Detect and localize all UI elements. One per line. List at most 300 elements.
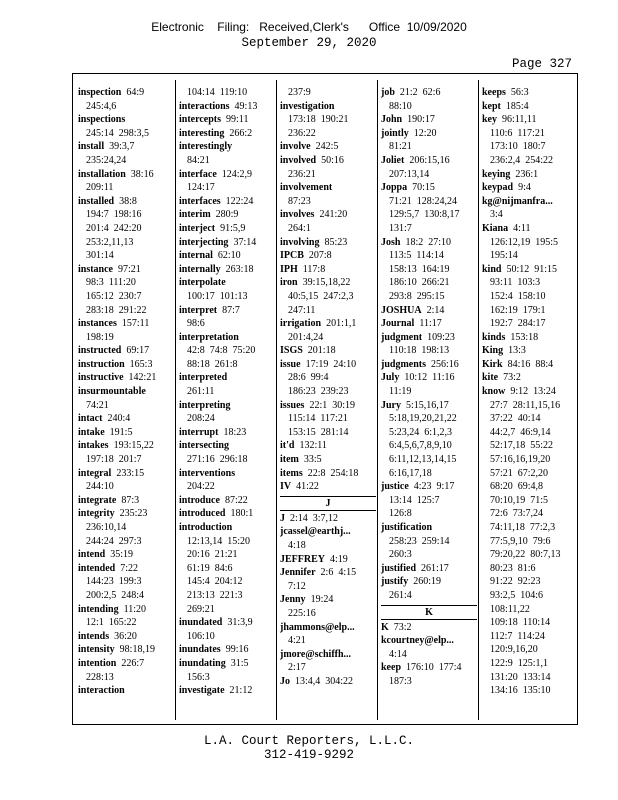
- index-entry: [78, 426, 174, 440]
- page-line-refs: 77:5,9,10 79:6: [490, 535, 551, 547]
- index-term: integrity: [78, 508, 115, 520]
- index-term: interpreted: [179, 372, 228, 384]
- page-line-refs: 57:21 67:2,20: [490, 467, 549, 479]
- page-line-refs: 100:17 101:13: [187, 290, 248, 302]
- page-line-refs: 96:11,11: [502, 114, 537, 126]
- page-line-refs: 186:23 239:23: [288, 386, 349, 398]
- page-line-refs: 134:16 135:10: [490, 685, 551, 697]
- index-term: inundating: [179, 657, 226, 669]
- page-line-refs: 69:17: [126, 345, 150, 357]
- index-entry: [482, 344, 578, 358]
- page-line-refs: 165:12 230:7: [86, 290, 142, 302]
- index-entry: [482, 371, 578, 385]
- index-entry: [179, 208, 275, 222]
- page-line-refs: 236:1: [515, 168, 539, 180]
- index-entry: [381, 154, 477, 181]
- index-term: jmore@schiffh...: [280, 648, 352, 660]
- index-term: irrigation: [280, 318, 322, 330]
- index-term: instructive: [78, 372, 124, 384]
- page-line-refs: 208:24: [187, 413, 215, 425]
- page-line-refs: 201:18: [307, 345, 336, 357]
- index-entry: [280, 358, 376, 399]
- page-line-refs: 245:14 298:3,5: [86, 127, 150, 139]
- page-line-refs: 153:15 281:14: [288, 426, 349, 438]
- page-line-refs: 38:8: [119, 195, 137, 207]
- index-term: kite: [482, 372, 499, 384]
- index-term: Joppa: [381, 182, 408, 194]
- index-term: IPH: [280, 263, 298, 275]
- index-term: interim: [179, 209, 211, 221]
- page-line-refs: 21:2 62:6: [399, 87, 441, 98]
- index-term: justified: [381, 562, 416, 574]
- page-line-refs: 74:11,18 77:2,3: [490, 522, 556, 533]
- index-entry: [179, 331, 275, 372]
- index-entry: [179, 494, 275, 508]
- page-line-refs: 39:15,18,22: [302, 277, 351, 289]
- index-term: intention: [78, 657, 117, 669]
- index-entry: [179, 249, 275, 263]
- page-line-refs: 44:2,7 46:9,14: [490, 426, 551, 438]
- index-term: JEFFREY: [280, 553, 325, 565]
- index-term: inundated: [179, 617, 223, 629]
- index-entry: [482, 195, 578, 222]
- page-line-refs: 80:23 81:6: [490, 562, 536, 574]
- page-line-refs: 3:4: [490, 209, 503, 221]
- index-term: Jenny: [280, 594, 306, 606]
- index-entry: [78, 467, 174, 494]
- index-entry: [78, 385, 174, 412]
- index-entry: [381, 358, 477, 372]
- page-line-refs: 245:4,6: [86, 100, 117, 112]
- page-line-refs: 235:24,24: [86, 154, 127, 166]
- index-entry: [179, 263, 275, 277]
- index-entry: [280, 453, 376, 467]
- page-line-refs: 258:23 259:14: [389, 535, 450, 547]
- filing-date: September 29, 2020: [241, 36, 377, 50]
- column-divider: [377, 80, 378, 720]
- page-line-refs: 269:21: [187, 603, 215, 615]
- index-entry: [482, 385, 578, 698]
- index-column: [381, 86, 477, 689]
- index-term: insurmountable: [78, 386, 146, 398]
- index-entry: [179, 168, 275, 195]
- index-term: intact: [78, 413, 103, 425]
- index-term: July: [381, 372, 400, 384]
- index-term: interface: [179, 168, 217, 180]
- page-line-refs: 87:23: [288, 195, 311, 207]
- index-term: involved: [280, 154, 317, 166]
- index-term: jcassel@earthj...: [280, 526, 351, 538]
- index-term: internal: [179, 250, 213, 262]
- index-term: issues: [280, 399, 305, 411]
- page-line-refs: 157:11: [121, 318, 150, 330]
- index-term: justice: [381, 481, 409, 493]
- index-term: job: [381, 87, 395, 98]
- index-term: intend: [78, 549, 106, 561]
- page-line-refs: 81:21: [389, 141, 412, 153]
- page-line-refs: 19:24: [310, 594, 334, 606]
- page-line-refs: 18:23: [223, 426, 247, 438]
- page-line-refs: 20:16 21:21: [187, 549, 238, 561]
- page-line-refs: 194:7 198:16: [86, 209, 142, 221]
- reporter-phone: 312-419-9292: [263, 748, 354, 762]
- index-term: interfaces: [179, 195, 221, 207]
- page-line-refs: 142:21: [128, 372, 157, 384]
- page-line-refs: 42:8 74:8 75:20: [187, 345, 256, 357]
- page-line-refs: 2:6 4:15: [320, 567, 357, 579]
- page-line-refs: 50:12 91:15: [506, 263, 558, 275]
- index-entry: [381, 562, 477, 576]
- page-line-refs: 108:11,22: [490, 603, 530, 615]
- page-line-refs: 261:17: [421, 562, 449, 574]
- index-term: interestingly: [179, 141, 233, 153]
- index-entry: [482, 263, 578, 331]
- index-term: introduced: [179, 508, 226, 520]
- index-term: intends: [78, 630, 110, 642]
- index-term: inspection: [78, 87, 122, 98]
- page-line-refs: 225:16: [288, 607, 316, 619]
- page-line-refs: 106:10: [187, 630, 215, 642]
- page-line-refs: 4:11: [513, 222, 531, 234]
- column-divider: [478, 80, 479, 720]
- index-term: kinds: [482, 331, 506, 343]
- index-entry: [78, 412, 174, 426]
- page-line-refs: 226:7: [121, 657, 145, 669]
- index-entry: [280, 480, 376, 494]
- page-line-refs: 22:8 254:18: [307, 467, 359, 479]
- page-line-refs: 13:14 125:7: [389, 494, 440, 506]
- page-line-refs: 91:5,9: [220, 222, 246, 234]
- page-line-refs: 4:14: [389, 648, 407, 660]
- page-line-refs: 5:23,24 6:1,2,3: [389, 426, 453, 438]
- page-line-refs: 109:18 110:14: [490, 617, 551, 629]
- page-line-refs: 293:8 295:15: [389, 290, 445, 302]
- page-line-refs: 191:5: [109, 426, 133, 438]
- page-line-refs: 72:6 73:7,24: [490, 508, 544, 520]
- page-line-refs: 237:9: [288, 87, 311, 98]
- page-line-refs: 117:8: [302, 263, 326, 275]
- page-line-refs: 113:5 114:14: [389, 250, 444, 262]
- index-term: jhammons@elp...: [280, 621, 355, 633]
- page-line-refs: 126:12,19 195:5: [490, 236, 559, 248]
- index-term: integral: [78, 467, 112, 479]
- index-entry: [78, 140, 174, 167]
- page-line-refs: 99:16: [225, 644, 249, 656]
- index-term: keying: [482, 168, 511, 180]
- index-entry: [381, 575, 477, 602]
- page-line-refs: 236:10,14: [86, 522, 127, 533]
- column-divider: [276, 80, 277, 720]
- page-line-refs: 93:11 103:3: [490, 277, 541, 289]
- index-entry: [179, 100, 275, 114]
- page-line-refs: 93:2,5 104:6: [490, 589, 544, 601]
- index-term: intercepts: [179, 114, 222, 126]
- index-entry: [482, 113, 578, 167]
- page-line-refs: 271:16 296:18: [187, 454, 248, 466]
- page-line-refs: 33:5: [303, 454, 322, 466]
- index-term: kcourtney@elp...: [381, 635, 454, 647]
- index-entry: [280, 140, 376, 154]
- page-line-refs: 84:16 88:4: [507, 358, 554, 370]
- index-entry: [381, 634, 477, 661]
- index-term: Josh: [381, 236, 401, 248]
- page-line-refs: 71:21 128:24,24: [389, 195, 458, 207]
- page-line-refs: 213:13 221:3: [187, 589, 243, 601]
- page-line-refs: 126:8: [389, 508, 412, 520]
- page-line-refs: 280:9: [215, 209, 239, 221]
- page-line-refs: 11:17: [419, 318, 442, 330]
- index-entry: [78, 344, 174, 358]
- page-line-refs: 11:20: [123, 603, 146, 615]
- page-line-refs: 131:7: [389, 222, 412, 234]
- page-line-refs: 283:18 291:22: [86, 304, 147, 316]
- index-entry: [381, 480, 477, 521]
- index-entry: [179, 657, 275, 684]
- page-line-refs: 173:18 190:21: [288, 114, 349, 126]
- index-entry: [280, 593, 376, 620]
- page-line-refs: 5:18,19,20,21,22: [389, 413, 457, 425]
- index-entry: [78, 548, 174, 562]
- page-line-refs: 207:8: [308, 250, 332, 262]
- index-column: [482, 86, 578, 698]
- page-line-refs: 261:11: [187, 386, 215, 398]
- reporter-name: L.A. Court Reporters, L.L.C.: [203, 734, 415, 748]
- page-line-refs: 266:2: [229, 127, 253, 139]
- index-term: inspections: [78, 114, 126, 126]
- index-entry: [179, 439, 275, 466]
- page-line-refs: 165:3: [129, 358, 153, 370]
- index-entry: [78, 494, 174, 508]
- index-entry: [280, 399, 376, 440]
- index-entry: [179, 113, 275, 127]
- index-term: intended: [78, 562, 116, 574]
- page-line-refs: 264:1: [288, 222, 311, 234]
- page-line-refs: 13:3: [508, 345, 526, 357]
- index-term: keypad: [482, 182, 514, 194]
- index-entry: [179, 222, 275, 236]
- index-entry: [280, 553, 376, 567]
- index-entry: [280, 621, 376, 648]
- page-line-refs: 7:12: [288, 580, 306, 592]
- page-line-refs: 110:6 117:21: [490, 127, 545, 139]
- index-entry: [78, 168, 174, 195]
- index-term: involvement: [280, 182, 333, 194]
- page-line-refs: 39:3,7: [109, 141, 135, 153]
- index-term: installation: [78, 168, 126, 180]
- page-line-refs: 244:24 297:3: [86, 535, 142, 547]
- page-line-refs: 41:22: [296, 481, 319, 493]
- page-line-refs: 242:5: [315, 141, 339, 153]
- page-line-refs: 206:15,16: [409, 154, 450, 166]
- index-entry: [78, 439, 174, 466]
- page-line-refs: 233:15: [116, 467, 145, 479]
- index-entry: [280, 439, 376, 453]
- filing-header: Electronic Filing: Received,Clerk's Office 10/09/2020: [151, 20, 467, 34]
- page-line-refs: 4:23 9:17: [413, 481, 455, 493]
- index-entry: [280, 276, 376, 317]
- index-term: iron: [280, 277, 298, 289]
- page-line-refs: 98:3 111:20: [86, 277, 136, 289]
- page-line-refs: 13:4,4 304:22: [295, 675, 354, 687]
- page-line-refs: 22:1 30:19: [309, 399, 356, 411]
- page-line-refs: 40:5,15 247:2,3: [288, 290, 354, 302]
- page-line-refs: 11:19: [389, 386, 412, 398]
- index-entry: [280, 154, 376, 181]
- page-line-refs: 195:14: [490, 250, 518, 262]
- index-term: involving: [280, 236, 320, 248]
- index-entry: [179, 236, 275, 250]
- page-line-refs: 4:19: [330, 553, 348, 565]
- index-entry: [179, 521, 275, 616]
- page-line-refs: 64:9: [126, 87, 145, 98]
- page-line-refs: 70:10,19 71:5: [490, 494, 549, 506]
- index-term: J: [280, 512, 285, 524]
- page-line-refs: 17:19 24:10: [305, 358, 357, 370]
- section-letter: K: [381, 605, 477, 620]
- index-term: interpretation: [179, 331, 239, 343]
- page-line-refs: 185:4: [505, 100, 529, 112]
- page-line-refs: 144:23 199:3: [86, 576, 142, 588]
- index-term: justify: [381, 576, 409, 588]
- page-line-refs: 62:10: [217, 250, 241, 262]
- index-term: investigation: [280, 100, 335, 112]
- page-line-refs: 207:13,14: [389, 168, 430, 180]
- index-term: involve: [280, 141, 311, 153]
- index-term: Joliet: [381, 154, 405, 166]
- page-line-refs: 38:16: [130, 168, 154, 180]
- index-term: internally: [179, 263, 221, 275]
- page-line-refs: 236:2,4 254:22: [490, 154, 554, 166]
- index-entry: [482, 358, 578, 372]
- page-line-refs: 12:20: [413, 127, 437, 139]
- page-line-refs: 124:2,9: [221, 168, 253, 180]
- page-line-refs: 31:5: [230, 657, 249, 669]
- page-number: Page 327: [511, 57, 572, 71]
- page-line-refs: 112:7 114:24: [490, 630, 545, 642]
- page-line-refs: 28:6 99:4: [288, 372, 329, 384]
- page-line-refs: 247:11: [288, 304, 316, 316]
- page-line-refs: 176:10 177:4: [406, 662, 462, 674]
- page-line-refs: 9:4: [518, 182, 531, 194]
- page-line-refs: 122:24: [225, 195, 254, 207]
- page-line-refs: 87:7: [222, 304, 240, 316]
- page-line-refs: 190:17: [407, 114, 435, 126]
- page-line-refs: 104:14 119:10: [187, 87, 248, 98]
- index-term: involves: [280, 209, 315, 221]
- page-line-refs: 12:1 165:22: [86, 617, 137, 629]
- index-entry: [179, 195, 275, 209]
- page-line-refs: 109:23: [427, 331, 455, 343]
- page-line-refs: 2:14 3:7,12: [290, 512, 339, 524]
- page-line-refs: 85:23: [324, 236, 348, 248]
- page-line-refs: 2:14: [426, 304, 445, 316]
- index-term: interjecting: [179, 236, 229, 248]
- page-line-refs: 201:4,24: [288, 331, 324, 343]
- page-line-refs: 70:15: [412, 182, 435, 194]
- index-entry: [280, 208, 376, 235]
- page-line-refs: 132:11: [299, 440, 327, 452]
- index-term: introduce: [179, 494, 220, 506]
- page-line-refs: 87:22: [224, 494, 248, 506]
- index-entry: [179, 371, 275, 398]
- page-line-refs: 84:21: [187, 154, 210, 166]
- index-entry: [482, 181, 578, 195]
- index-entry: [482, 100, 578, 114]
- page-line-refs: 49:13: [234, 100, 258, 112]
- index-term: Kiana: [482, 222, 509, 234]
- page-line-refs: 56:3: [510, 87, 529, 98]
- page-line-refs: 27:7 28:11,15,16: [490, 399, 561, 411]
- index-term: Journal: [381, 318, 415, 330]
- page-line-refs: 260:3: [389, 549, 412, 561]
- page-line-refs: 98:18,19: [119, 644, 155, 656]
- page-line-refs: 110:18 198:13: [389, 345, 450, 357]
- index-entry: [78, 195, 174, 263]
- index-entry: [78, 263, 174, 317]
- page-line-refs: 5:15,16,17: [406, 399, 449, 411]
- index-term: interpolate: [179, 277, 226, 289]
- index-entry: [381, 86, 477, 113]
- index-entry: [78, 684, 174, 698]
- index-term: introduction: [179, 522, 233, 533]
- index-entry: [482, 86, 578, 100]
- index-term: intakes: [78, 440, 109, 452]
- index-term: IPCB: [280, 250, 304, 262]
- index-term: investigate: [179, 685, 225, 697]
- page-line-refs: 122:9 125:1,1: [490, 657, 549, 669]
- page-line-refs: 73:2: [393, 621, 412, 633]
- index-entry: [280, 236, 376, 250]
- page-line-refs: 201:1,1: [326, 318, 357, 330]
- page-line-refs: 145:4 204:12: [187, 576, 243, 588]
- page-line-refs: 6:16,17,18: [389, 467, 432, 479]
- page-line-refs: 31:3,9: [227, 617, 253, 629]
- index-term: Jury: [381, 399, 401, 411]
- page-line-refs: 21:12: [229, 685, 253, 697]
- page-line-refs: 37:14: [233, 236, 257, 248]
- page-line-refs: 204:22: [187, 481, 215, 493]
- page-line-refs: 173:10 180:7: [490, 141, 546, 153]
- index-entry: [179, 643, 275, 657]
- index-term: keep: [381, 662, 401, 674]
- index-term: judgments: [381, 358, 427, 370]
- page-line-refs: 50:16: [321, 154, 344, 166]
- index-term: interrupt: [179, 426, 219, 438]
- index-term: know: [482, 386, 506, 398]
- index-term: Jo: [280, 675, 290, 687]
- page-line-refs: 115:14 117:21: [288, 413, 348, 425]
- index-entry: [280, 263, 376, 277]
- index-entry: [381, 113, 477, 127]
- index-entry: [78, 643, 174, 657]
- page-line-refs: 241:20: [319, 209, 348, 221]
- index-entry: [280, 249, 376, 263]
- page-line-refs: 197:18 201:7: [86, 454, 142, 466]
- index-term: jointly: [381, 127, 409, 139]
- index-term: instructed: [78, 345, 122, 357]
- index-entry: [179, 507, 275, 521]
- page-line-refs: 68:20 69:4,8: [490, 481, 544, 493]
- page-line-refs: 2:17: [288, 662, 306, 674]
- index-term: judgment: [381, 331, 423, 343]
- index-term: interesting: [179, 127, 225, 139]
- page-line-refs: 261:4: [389, 589, 412, 601]
- index-term: instruction: [78, 358, 125, 370]
- index-entry: [381, 236, 477, 304]
- index-entry: [381, 181, 477, 235]
- section-letter: J: [280, 496, 376, 511]
- page-line-refs: 18:2 27:10: [405, 236, 452, 248]
